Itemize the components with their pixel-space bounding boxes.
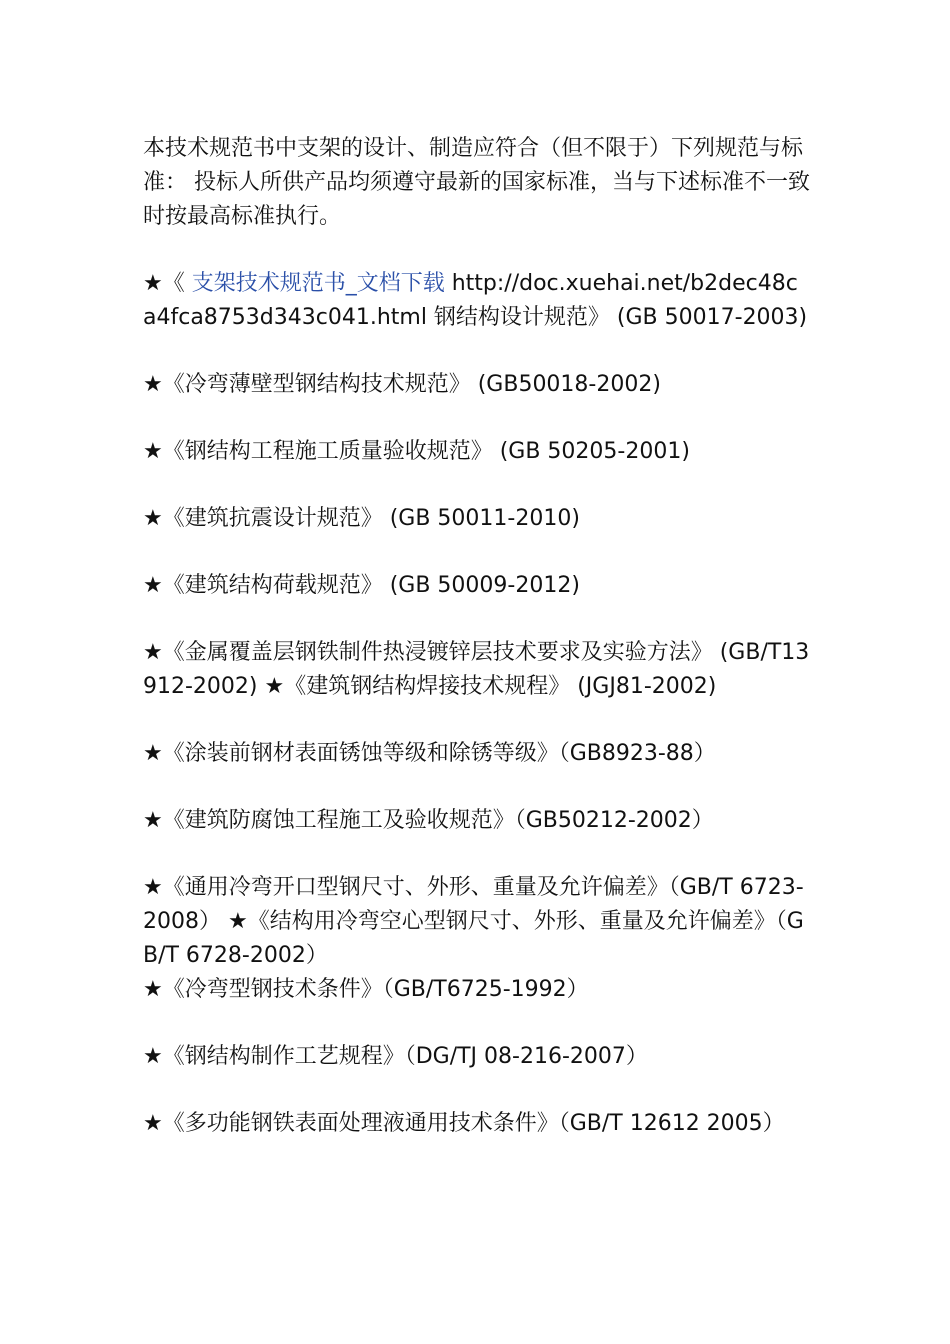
standard-item: ★《通用冷弯开口型钢尺寸、外形、重量及允许偏差》（GB/T 6723-2008） ★《结构用冷弯空心型钢尺寸、外形、重量及允许偏差》（GB/T 6728-2002） (143, 875, 804, 968)
standard-item: ★《涂装前钢材表面锈蚀等级和除锈等级》（GB8923-88） (143, 741, 716, 766)
standard-item: ★《钢结构制作工艺规程》（DG/TJ 08-216-2007） (143, 1044, 648, 1069)
standard-item: ★《金属覆盖层钢铁制件热浸镀锌层技术要求及实验方法》 (GB/T13912-2002) ★《建筑钢结构焊接技术规程》 (JGJ81-2002) (143, 640, 810, 699)
standard-suffix: http://doc.xuehai.net/b2dec48ca4fca8753d343c041.html 钢结构设计规范》 (GB 50017-2003) (143, 271, 808, 330)
standard-item: ★《建筑结构荷载规范》 (GB 50009-2012) (143, 573, 580, 598)
intro-paragraph: 本技术规范书中支架的设计、制造应符合（但不限于）下列规范与标准： 投标人所供产品均须遵守最新的国家标准，当与下述标准不一致时按最高标准执行。 (143, 136, 810, 229)
standard-item: ★《建筑抗震设计规范》 (GB 50011-2010) (143, 506, 580, 531)
standard-item: ★《钢结构工程施工质量验收规范》 (GB 50205-2001) (143, 439, 690, 464)
doc-download-link[interactable]: 支架技术规范书_文档下载 (191, 271, 445, 296)
standard-item: ★《冷弯型钢技术条件》（GB/T6725-1992） (143, 977, 589, 1002)
standard-item: ★《多功能钢铁表面处理液通用技术条件》（GB/T 12612 2005） (143, 1111, 785, 1136)
standard-item-steel-design (143, 267, 811, 335)
standard-prefix: ★《 (143, 271, 192, 296)
standard-item: ★《建筑防腐蚀工程施工及验收规范》（GB50212-2002） (143, 808, 714, 833)
document-page (143, 132, 811, 1174)
standard-item: ★《冷弯薄壁型钢结构技术规范》 (GB50018-2002) (143, 372, 661, 397)
